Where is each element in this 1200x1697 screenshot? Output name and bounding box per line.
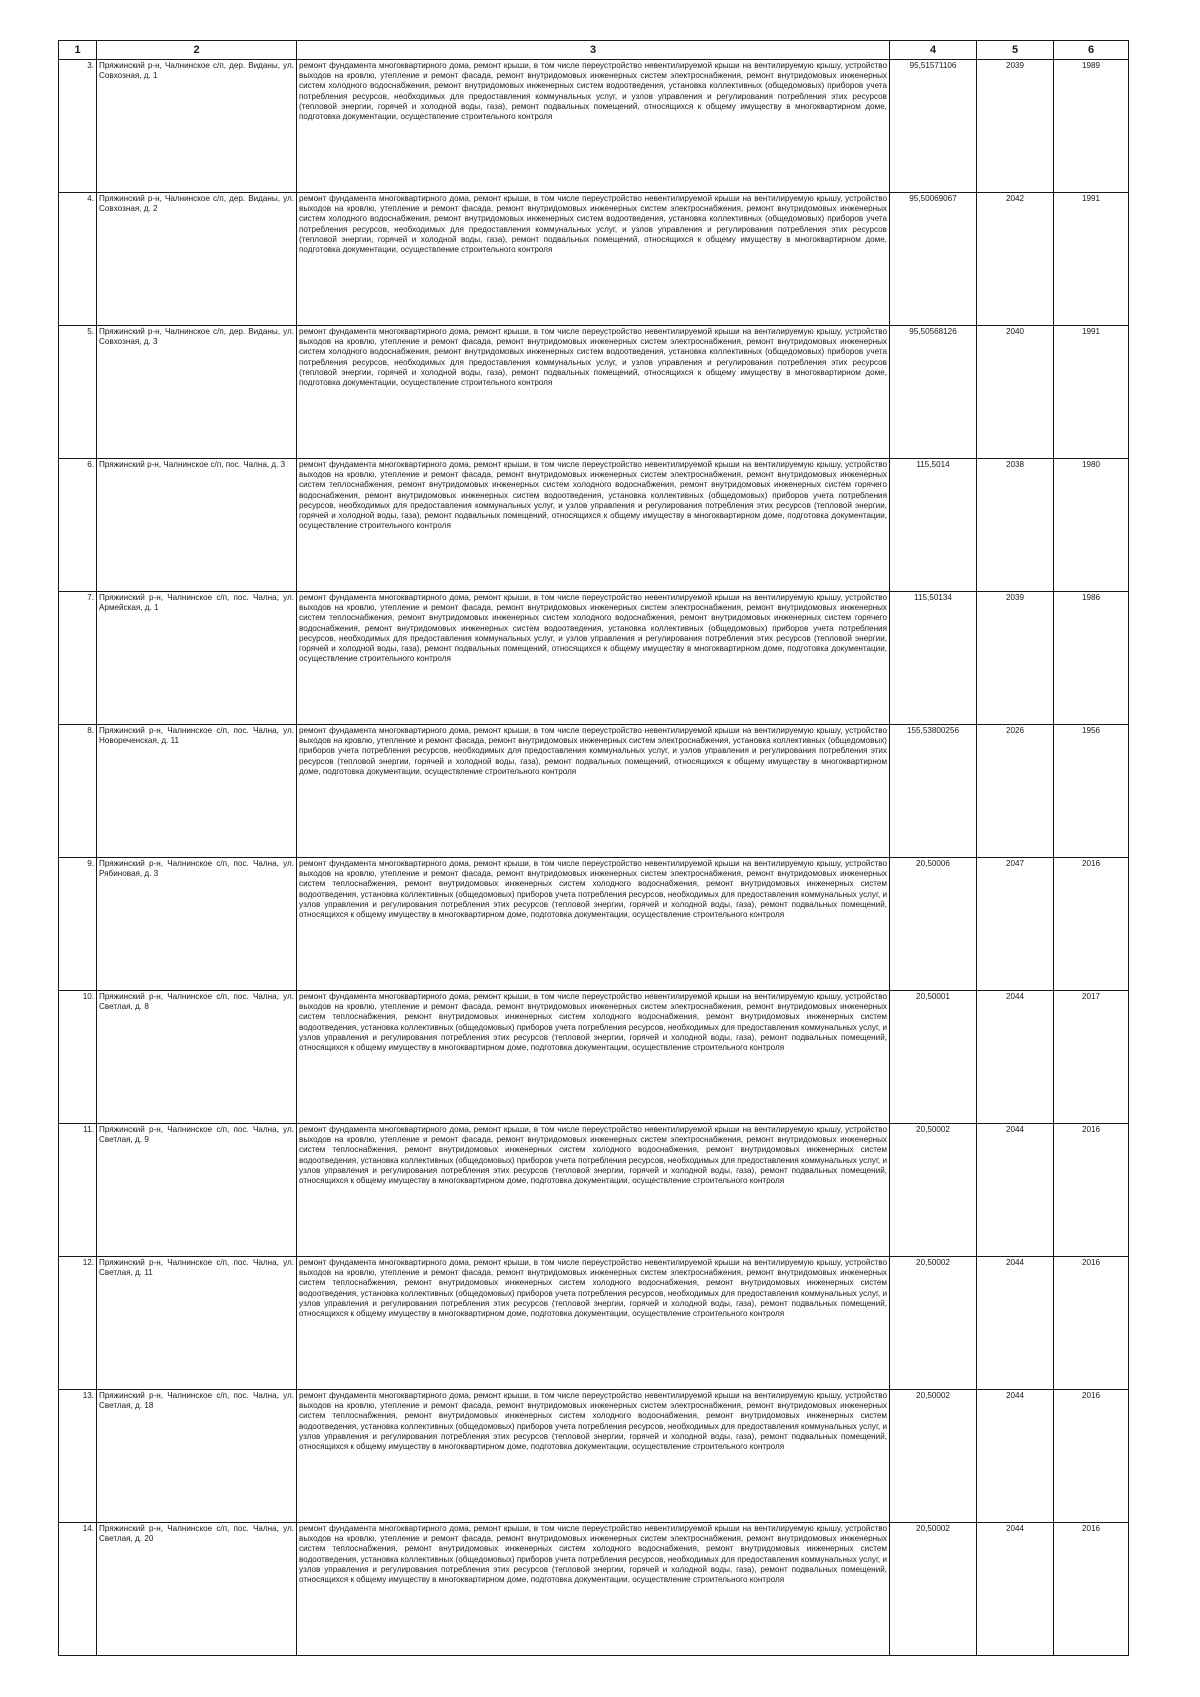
planned-year-cell: 2040 (977, 326, 1054, 459)
row-number: 14. (59, 1523, 97, 1656)
planned-year-cell: 2044 (977, 991, 1054, 1124)
address-cell: Пряжинский р-н, Чалнинское с/п, пос. Чална, ул. Рябиновая, д. 3 (97, 858, 297, 991)
table-row (59, 60, 1129, 193)
table-row (59, 991, 1129, 1124)
works-description-cell: ремонт фундамента многоквартирного дома, ремонт крыши, в том числе переустройство невентилируемой крыши на вентилируемую крышу, устройство выходов на кровлю, утепление и ремонт фасада, ремонт внутридомовых инженерных систем электроснабжения, ремонт внутридомовых инженерных систем теплоснабжения, ремонт внутридомовых инженерных систем холодного водоснабжения, ремонт внутридомовых инженерных систем водоотведения, установка коллективных (общедомовых) приборов учета потребления ресурсов, необходимых для предоставления коммунальных услуг, и узлов управления и регулирования потребления этих ресурсов (тепловой энергии, горячей и холодной воды, газа), ремонт подвальных помещений, относящихся к общему имуществу в многоквартирном доме, подготовка документации, осуществление строительного контроля (297, 1390, 890, 1523)
cost-cell: 20,50002 (890, 1390, 977, 1523)
address-cell: Пряжинский р-н, Чалнинское с/п, дер. Виданы, ул. Совхозная, д. 3 (97, 326, 297, 459)
row-number: 9. (59, 858, 97, 991)
works-description-cell: ремонт фундамента многоквартирного дома, ремонт крыши, в том числе переустройство невентилируемой крыши на вентилируемую крышу, устройство выходов на кровлю, утепление и ремонт фасада, ремонт внутридомовых инженерных систем электроснабжения, ремонт внутридомовых инженерных систем холодного водоснабжения, ремонт внутридомовых инженерных систем водоотведения, установка коллективных (общедомовых) приборов учета потребления ресурсов, необходимых для предоставления коммунальных услуг, и узлов управления и регулирования потребления этих ресурсов (тепловой энергии, горячей и холодной воды, газа), ремонт подвальных помещений, относящихся к общему имуществу в многоквартирном доме, подготовка документации, осуществление строительного контроля (297, 326, 890, 459)
planned-year-cell: 2026 (977, 725, 1054, 858)
works-description-cell: ремонт фундамента многоквартирного дома, ремонт крыши, в том числе переустройство невентилируемой крыши на вентилируемую крышу, устройство выходов на кровлю, утепление и ремонт фасада, ремонт внутридомовых инженерных систем электроснабжения, ремонт внутридомовых инженерных систем холодного водоснабжения, ремонт внутридомовых инженерных систем водоотведения, установка коллективных (общедомовых) приборов учета потребления ресурсов, необходимых для предоставления коммунальных услуг, и узлов управления и регулирования потребления этих ресурсов (тепловой энергии, горячей и холодной воды, газа), ремонт подвальных помещений, относящихся к общему имуществу в многоквартирном доме, подготовка документации, осуществление строительного контроля (297, 60, 890, 193)
works-description-cell: ремонт фундамента многоквартирного дома, ремонт крыши, в том числе переустройство невентилируемой крыши на вентилируемую крышу, устройство выходов на кровлю, утепление и ремонт фасада, ремонт внутридомовых инженерных систем электроснабжения, ремонт внутридомовых инженерных систем теплоснабжения, ремонт внутридомовых инженерных систем холодного водоснабжения, ремонт внутридомовых инженерных систем водоотведения, установка коллективных (общедомовых) приборов учета потребления ресурсов, необходимых для предоставления коммунальных услуг, и узлов управления и регулирования потребления этих ресурсов (тепловой энергии, горячей и холодной воды, газа), ремонт подвальных помещений, относящихся к общему имуществу в многоквартирном доме, подготовка документации, осуществление строительного контроля (297, 1523, 890, 1656)
address-cell: Пряжинский р-н, Чалнинское с/п, пос. Чална, д. 3 (97, 459, 297, 592)
column-header-4: 4 (890, 41, 977, 60)
address-cell: Пряжинский р-н, Чалнинское с/п, пос. Чална, ул. Светлая, д. 11 (97, 1257, 297, 1390)
address-cell: Пряжинский р-н, Чалнинское с/п, пос. Чална, ул. Светлая, д. 18 (97, 1390, 297, 1523)
table-row (59, 1523, 1129, 1656)
construction-year-cell: 1980 (1054, 459, 1129, 592)
document-page (58, 40, 1128, 1656)
row-number: 4. (59, 193, 97, 326)
works-description-cell: ремонт фундамента многоквартирного дома, ремонт крыши, в том числе переустройство невентилируемой крыши на вентилируемую крышу, устройство выходов на кровлю, утепление и ремонт фасада, ремонт внутридомовых инженерных систем электроснабжения, ремонт внутридомовых инженерных систем холодного водоснабжения, ремонт внутридомовых инженерных систем водоотведения, установка коллективных (общедомовых) приборов учета потребления ресурсов, необходимых для предоставления коммунальных услуг, и узлов управления и регулирования потребления этих ресурсов (тепловой энергии, горячей и холодной воды, газа), ремонт подвальных помещений, относящихся к общему имуществу в многоквартирном доме, подготовка документации, осуществление строительного контроля (297, 193, 890, 326)
cost-cell: 20,50006 (890, 858, 977, 991)
planned-year-cell: 2047 (977, 858, 1054, 991)
row-number: 7. (59, 592, 97, 725)
column-header-3: 3 (297, 41, 890, 60)
cost-cell: 20,50002 (890, 1523, 977, 1656)
cost-cell: 20,50002 (890, 1257, 977, 1390)
planned-year-cell: 2044 (977, 1257, 1054, 1390)
row-number: 8. (59, 725, 97, 858)
table-header (59, 41, 1129, 60)
cost-cell: 115,5014 (890, 459, 977, 592)
planned-year-cell: 2044 (977, 1390, 1054, 1523)
table-row (59, 1257, 1129, 1390)
planned-year-cell: 2044 (977, 1124, 1054, 1257)
works-description-cell: ремонт фундамента многоквартирного дома, ремонт крыши, в том числе переустройство невентилируемой крыши на вентилируемую крышу, устройство выходов на кровлю, утепление и ремонт фасада, ремонт внутридомовых инженерных систем электроснабжения, ремонт внутридомовых инженерных систем теплоснабжения, ремонт внутридомовых инженерных систем холодного водоснабжения, ремонт внутридомовых инженерных систем водоотведения, установка коллективных (общедомовых) приборов учета потребления ресурсов, необходимых для предоставления коммунальных услуг, и узлов управления и регулирования потребления этих ресурсов (тепловой энергии, горячей и холодной воды, газа), ремонт подвальных помещений, относящихся к общему имуществу в многоквартирном доме, подготовка документации, осуществление строительного контроля (297, 1257, 890, 1390)
cost-cell: 20,50002 (890, 1124, 977, 1257)
planned-year-cell: 2044 (977, 1523, 1054, 1656)
table-row (59, 459, 1129, 592)
address-cell: Пряжинский р-н, Чалнинское с/п, пос. Чална, ул. Армейская, д. 1 (97, 592, 297, 725)
construction-year-cell: 2016 (1054, 1390, 1129, 1523)
works-description-cell: ремонт фундамента многоквартирного дома, ремонт крыши, в том числе переустройство невентилируемой крыши на вентилируемую крышу, устройство выходов на кровлю, утепление и ремонт фасада, ремонт внутридомовых инженерных систем электроснабжения, ремонт внутридомовых инженерных систем теплоснабжения, ремонт внутридомовых инженерных систем холодного водоснабжения, ремонт внутридомовых инженерных систем горячего водоснабжения, ремонт внутридомовых инженерных систем водоотведения, установка коллективных (общедомовых) приборов учета потребления ресурсов, необходимых для предоставления коммунальных услуг, и узлов управления и регулирования потребления этих ресурсов (тепловой энергии, горячей и холодной воды, газа), ремонт подвальных помещений, относящихся к общему имуществу в многоквартирном доме, подготовка документации, осуществление строительного контроля (297, 592, 890, 725)
address-cell: Пряжинский р-н, Чалнинское с/п, пос. Чална, ул. Новореченская, д. 11 (97, 725, 297, 858)
construction-year-cell: 1991 (1054, 326, 1129, 459)
address-cell: Пряжинский р-н, Чалнинское с/п, пос. Чална, ул. Светлая, д. 9 (97, 1124, 297, 1257)
construction-year-cell: 1989 (1054, 60, 1129, 193)
column-header-6: 6 (1054, 41, 1129, 60)
row-number: 13. (59, 1390, 97, 1523)
table-row (59, 725, 1129, 858)
construction-year-cell: 2016 (1054, 858, 1129, 991)
address-cell: Пряжинский р-н, Чалнинское с/п, пос. Чална, ул. Светлая, д. 20 (97, 1523, 297, 1656)
address-cell: Пряжинский р-н, Чалнинское с/п, пос. Чална, ул. Светлая, д. 8 (97, 991, 297, 1124)
cost-cell: 95,50568126 (890, 326, 977, 459)
repair-schedule-table (58, 40, 1129, 1656)
row-number: 3. (59, 60, 97, 193)
construction-year-cell: 2017 (1054, 991, 1129, 1124)
works-description-cell: ремонт фундамента многоквартирного дома, ремонт крыши, в том числе переустройство невентилируемой крыши на вентилируемую крышу, устройство выходов на кровлю, утепление и ремонт фасада, ремонт внутридомовых инженерных систем электроснабжения, установка коллективных (общедомовых) приборов учета потребления ресурсов, необходимых для предоставления коммунальных услуг, и узлов управления и регулирования потребления этих ресурсов (тепловой энергии, горячей и холодной воды, газа), ремонт подвальных помещений, относящихся к общему имуществу в многоквартирном доме, подготовка документации, осуществление строительного контроля (297, 725, 890, 858)
planned-year-cell: 2038 (977, 459, 1054, 592)
planned-year-cell: 2039 (977, 60, 1054, 193)
planned-year-cell: 2042 (977, 193, 1054, 326)
works-description-cell: ремонт фундамента многоквартирного дома, ремонт крыши, в том числе переустройство невентилируемой крыши на вентилируемую крышу, устройство выходов на кровлю, утепление и ремонт фасада, ремонт внутридомовых инженерных систем электроснабжения, ремонт внутридомовых инженерных систем теплоснабжения, ремонт внутридомовых инженерных систем холодного водоснабжения, ремонт внутридомовых инженерных систем водоотведения, установка коллективных (общедомовых) приборов учета потребления ресурсов, необходимых для предоставления коммунальных услуг, и узлов управления и регулирования потребления этих ресурсов (тепловой энергии, горячей и холодной воды, газа), ремонт подвальных помещений, относящихся к общему имуществу в многоквартирном доме, подготовка документации, осуществление строительного контроля (297, 991, 890, 1124)
table-row (59, 326, 1129, 459)
construction-year-cell: 1956 (1054, 725, 1129, 858)
column-header-1: 1 (59, 41, 97, 60)
table-row (59, 592, 1129, 725)
row-number: 12. (59, 1257, 97, 1390)
construction-year-cell: 1986 (1054, 592, 1129, 725)
row-number: 5. (59, 326, 97, 459)
header-row (59, 41, 1129, 60)
cost-cell: 95,51571106 (890, 60, 977, 193)
cost-cell: 115,50134 (890, 592, 977, 725)
table-row (59, 193, 1129, 326)
address-cell: Пряжинский р-н, Чалнинское с/п, дер. Виданы, ул. Совхозная, д. 1 (97, 60, 297, 193)
row-number: 6. (59, 459, 97, 592)
table-row (59, 1124, 1129, 1257)
column-header-5: 5 (977, 41, 1054, 60)
row-number: 10. (59, 991, 97, 1124)
construction-year-cell: 2016 (1054, 1124, 1129, 1257)
address-cell: Пряжинский р-н, Чалнинское с/п, дер. Виданы, ул. Совхозная, д. 2 (97, 193, 297, 326)
works-description-cell: ремонт фундамента многоквартирного дома, ремонт крыши, в том числе переустройство невентилируемой крыши на вентилируемую крышу, устройство выходов на кровлю, утепление и ремонт фасада, ремонт внутридомовых инженерных систем электроснабжения, ремонт внутридомовых инженерных систем теплоснабжения, ремонт внутридомовых инженерных систем холодного водоснабжения, ремонт внутридомовых инженерных систем горячего водоснабжения, ремонт внутридомовых инженерных систем водоотведения, установка коллективных (общедомовых) приборов учета потребления ресурсов, необходимых для предоставления коммунальных услуг, и узлов управления и регулирования потребления этих ресурсов (тепловой энергии, горячей и холодной воды, газа), ремонт подвальных помещений, относящихся к общему имуществу в многоквартирном доме, подготовка документации, осуществление строительного контроля (297, 459, 890, 592)
works-description-cell: ремонт фундамента многоквартирного дома, ремонт крыши, в том числе переустройство невентилируемой крыши на вентилируемую крышу, устройство выходов на кровлю, утепление и ремонт фасада, ремонт внутридомовых инженерных систем электроснабжения, ремонт внутридомовых инженерных систем теплоснабжения, ремонт внутридомовых инженерных систем холодного водоснабжения, ремонт внутридомовых инженерных систем водоотведения, установка коллективных (общедомовых) приборов учета потребления ресурсов, необходимых для предоставления коммунальных услуг, и узлов управления и регулирования потребления этих ресурсов (тепловой энергии, горячей и холодной воды, газа), ремонт подвальных помещений, относящихся к общему имуществу в многоквартирном доме, подготовка документации, осуществление строительного контроля (297, 1124, 890, 1257)
cost-cell: 95,50069067 (890, 193, 977, 326)
column-header-2: 2 (97, 41, 297, 60)
cost-cell: 20,50001 (890, 991, 977, 1124)
table-row (59, 858, 1129, 991)
construction-year-cell: 2016 (1054, 1257, 1129, 1390)
construction-year-cell: 2016 (1054, 1523, 1129, 1656)
row-number: 11. (59, 1124, 97, 1257)
works-description-cell: ремонт фундамента многоквартирного дома, ремонт крыши, в том числе переустройство невентилируемой крыши на вентилируемую крышу, устройство выходов на кровлю, утепление и ремонт фасада, ремонт внутридомовых инженерных систем электроснабжения, ремонт внутридомовых инженерных систем теплоснабжения, ремонт внутридомовых инженерных систем холодного водоснабжения, ремонт внутридомовых инженерных систем водоотведения, установка коллективных (общедомовых) приборов учета потребления ресурсов, необходимых для предоставления коммунальных услуг, и узлов управления и регулирования потребления этих ресурсов (тепловой энергии, горячей и холодной воды, газа), ремонт подвальных помещений, относящихся к общему имуществу в многоквартирном доме, подготовка документации, осуществление строительного контроля (297, 858, 890, 991)
table-row (59, 1390, 1129, 1523)
table-body (59, 60, 1129, 1656)
cost-cell: 155,53800256 (890, 725, 977, 858)
construction-year-cell: 1991 (1054, 193, 1129, 326)
planned-year-cell: 2039 (977, 592, 1054, 725)
